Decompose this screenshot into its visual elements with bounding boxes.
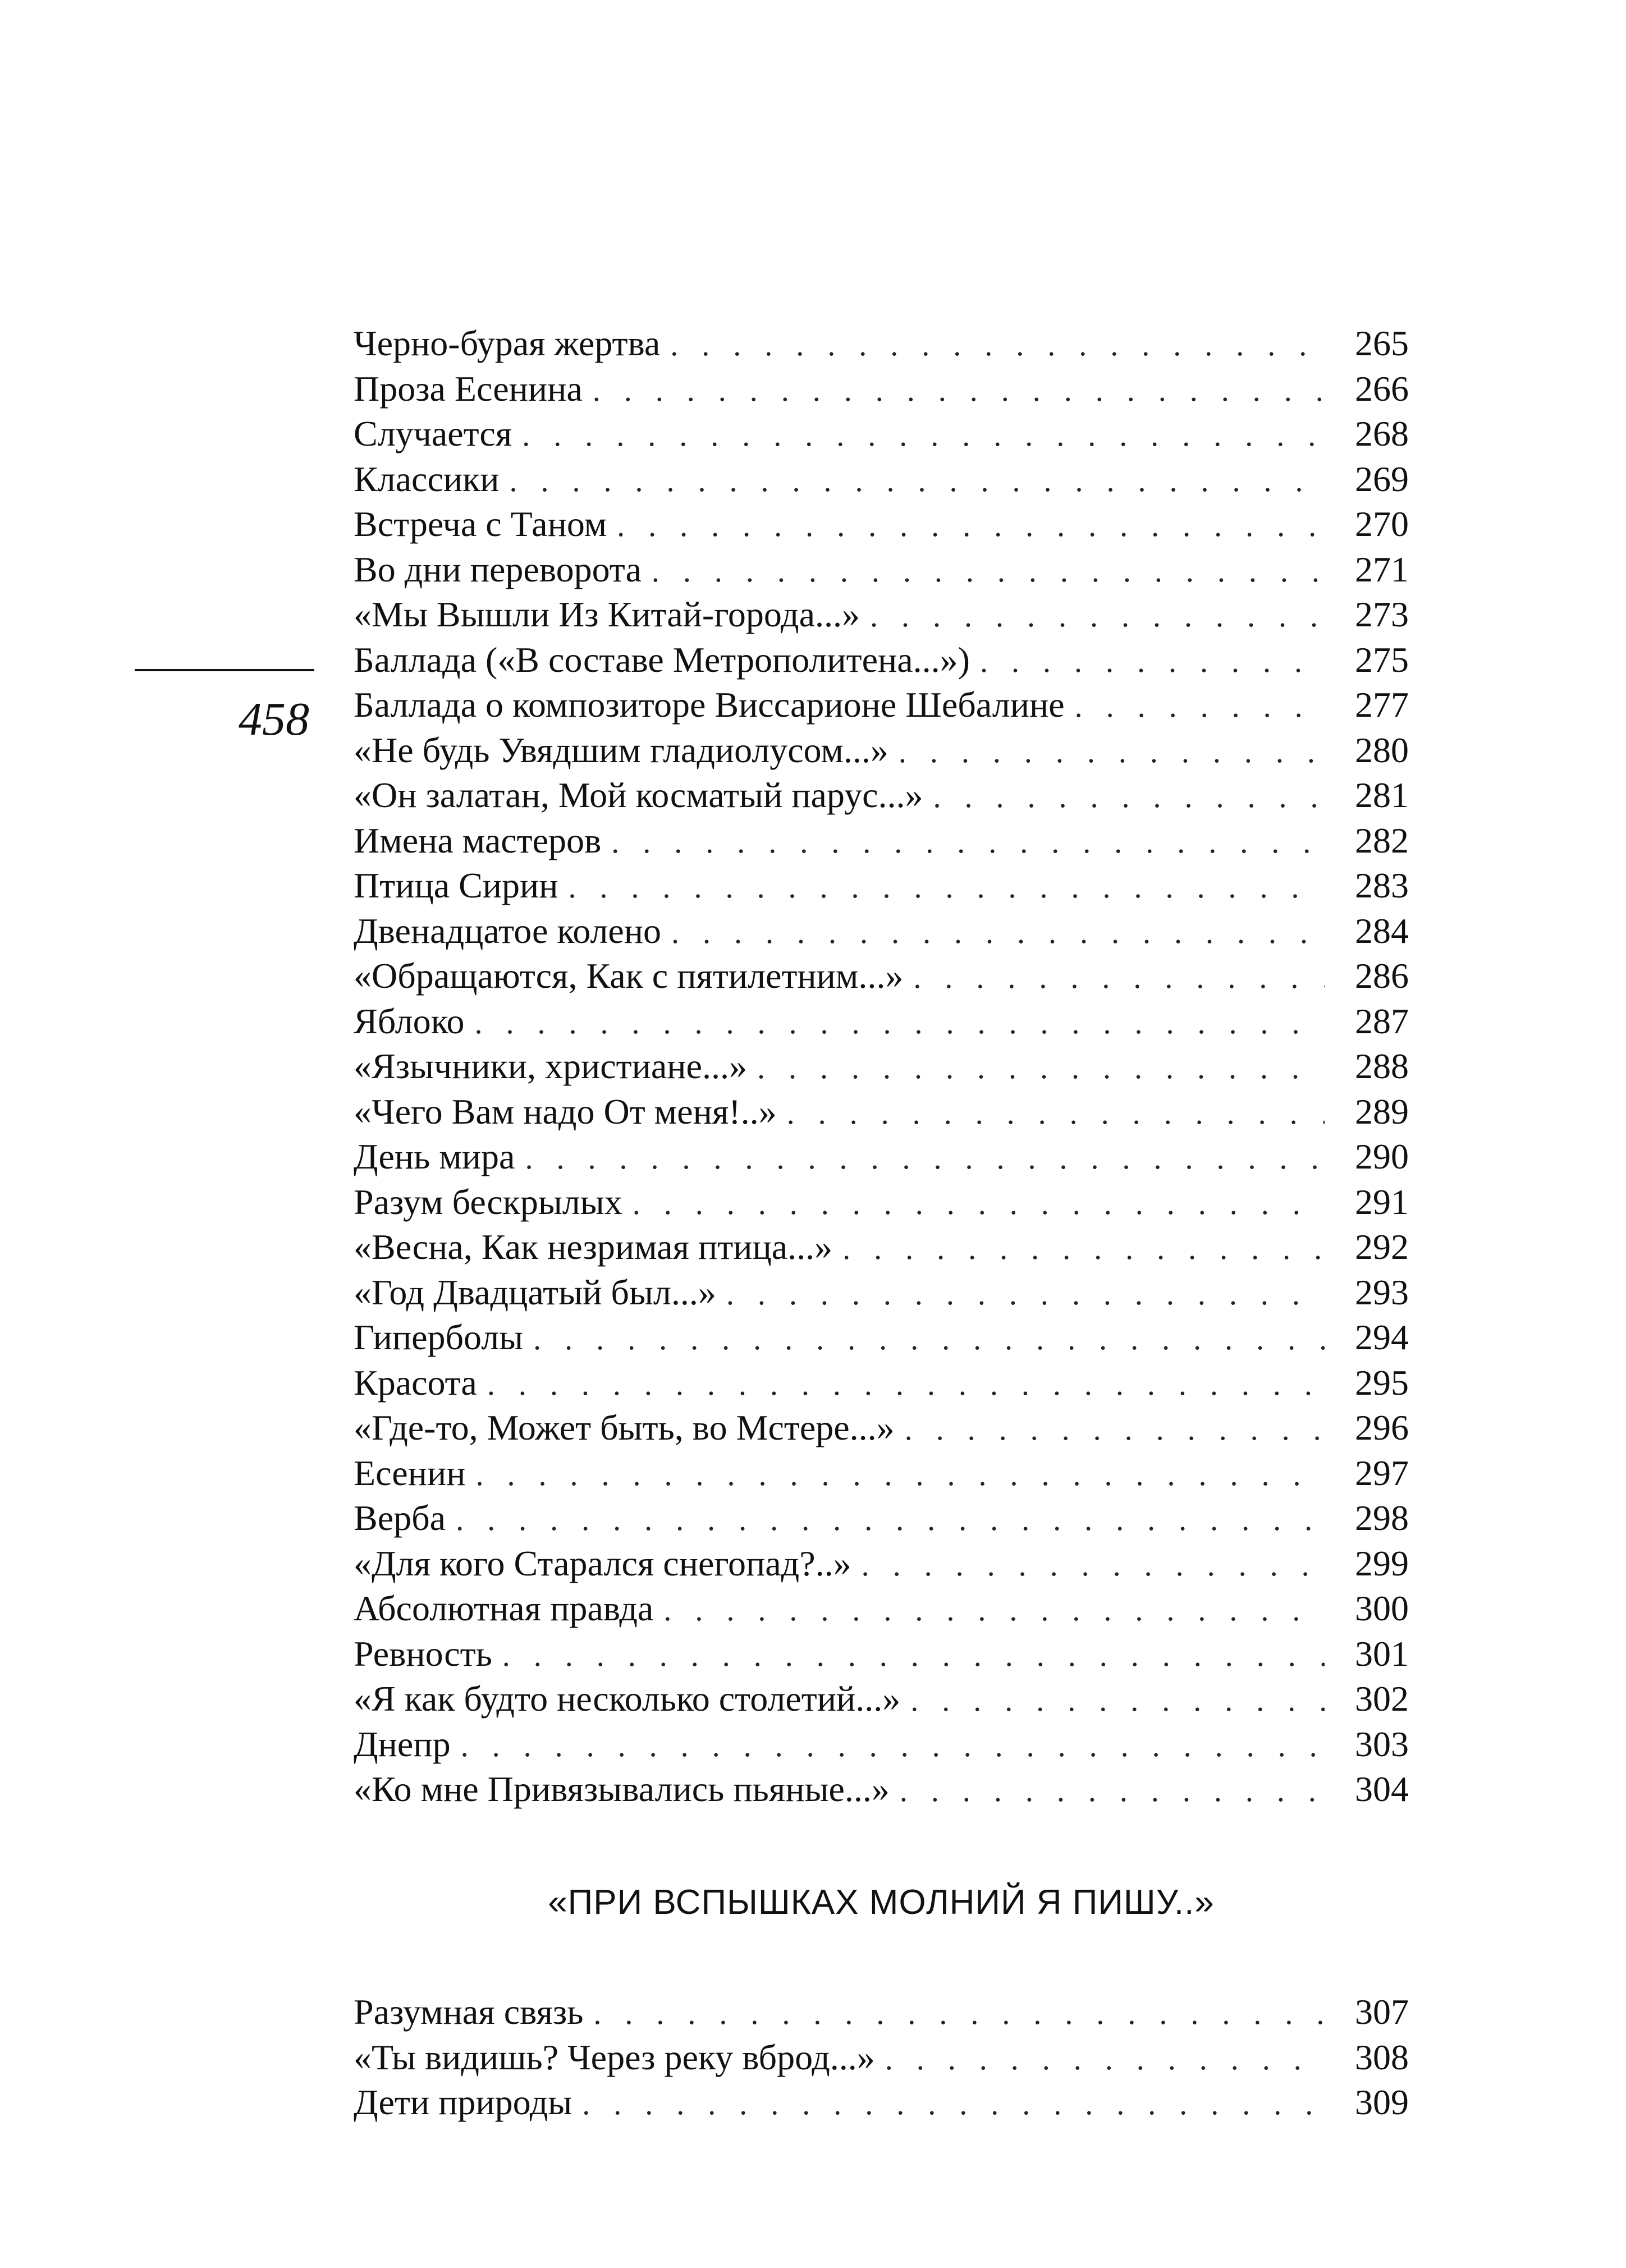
toc-entry-page: 309	[1355, 2082, 1409, 2122]
dot-leader	[726, 1272, 1325, 1317]
dot-leader	[633, 1181, 1325, 1227]
dot-leader	[593, 1991, 1325, 2037]
toc-entry	[354, 321, 1409, 366]
dot-leader	[905, 1407, 1325, 1453]
dot-leader	[670, 323, 1325, 368]
toc-entry-page: 268	[1355, 414, 1409, 453]
toc-entry	[354, 818, 1409, 864]
toc-entry-page: 291	[1355, 1181, 1409, 1222]
toc-entry-page: 301	[1355, 1633, 1409, 1674]
toc-entry-page: 290	[1355, 1137, 1409, 1176]
toc-entry	[354, 682, 1409, 728]
toc-entry	[354, 1180, 1409, 1225]
dot-leader	[980, 639, 1325, 685]
toc-entry-title: «Обращаются, Как с пятилетним...»	[354, 956, 904, 996]
dot-leader	[456, 1497, 1325, 1543]
toc-entry-title: Верба	[354, 1498, 446, 1538]
toc-entry	[354, 411, 1409, 457]
toc-entry	[354, 773, 1409, 818]
toc-entry	[354, 954, 1409, 999]
toc-entry-page: 275	[1355, 639, 1409, 680]
toc-entry-title: «Чего Вам надо От меня!..»	[354, 1091, 777, 1131]
toc-entry-title: Гиперболы	[354, 1317, 524, 1357]
dot-leader	[757, 1046, 1325, 1091]
toc-entry-title: «Мы Вышли Из Китай-города...»	[354, 594, 860, 634]
dot-leader	[593, 368, 1325, 414]
toc-entry-page: 282	[1355, 820, 1409, 860]
toc-entry-title: Классики	[354, 459, 500, 499]
toc-entry	[354, 547, 1409, 593]
toc-entry-page: 286	[1355, 956, 1409, 996]
toc-entry	[354, 1405, 1409, 1451]
dot-leader	[525, 1136, 1325, 1181]
toc-entry-page: 269	[1355, 459, 1409, 499]
toc-entry	[354, 1632, 1409, 1677]
toc-entry-page: 307	[1355, 1992, 1409, 2032]
dot-leader	[652, 549, 1325, 594]
toc-entry	[354, 1044, 1409, 1089]
toc-entry-title: «Не будь Увядшим гладиолусом...»	[354, 730, 888, 770]
toc-entry	[354, 1315, 1409, 1360]
toc-entry-title: День мира	[354, 1137, 515, 1176]
toc-entry-title: «Для кого Старался снегопад?..»	[354, 1543, 851, 1583]
toc-entry	[354, 1134, 1409, 1180]
dot-leader	[1075, 684, 1325, 730]
dot-leader	[475, 1453, 1325, 1498]
toc-entry-title: Красота	[354, 1362, 477, 1403]
toc-entry	[354, 592, 1409, 638]
toc-entry-page: 281	[1355, 775, 1409, 815]
toc-entry	[354, 1541, 1409, 1587]
toc-entry-page: 300	[1355, 1588, 1409, 1628]
toc-entry	[354, 457, 1409, 502]
dot-leader	[533, 1317, 1325, 1362]
toc-entry-page: 293	[1355, 1272, 1409, 1312]
toc-entry	[354, 1451, 1409, 1496]
toc-entry	[354, 2080, 1409, 2125]
dot-leader	[899, 730, 1325, 775]
dot-leader	[461, 1724, 1325, 1769]
toc-entry-page: 292	[1355, 1227, 1409, 1267]
dot-leader	[787, 1091, 1325, 1137]
toc-entry	[354, 1722, 1409, 1767]
toc-entry-title: Яблоко	[354, 1001, 465, 1041]
page-number: 458	[239, 693, 309, 745]
toc-entry-page: 280	[1355, 730, 1409, 770]
toc-entry-title: Проза Есенина	[354, 368, 583, 409]
dot-leader	[617, 503, 1325, 549]
dot-leader	[913, 955, 1325, 1001]
toc-entry-page: 265	[1355, 323, 1409, 363]
toc-entry	[354, 1990, 1409, 2035]
toc-entry-page: 289	[1355, 1091, 1409, 1131]
toc-entry-title: Птица Сирин	[354, 865, 558, 905]
toc-entry-title: «Он залатан, Мой косматый парус...»	[354, 775, 923, 815]
toc-entry-page: 296	[1355, 1408, 1409, 1447]
toc-entry	[354, 638, 1409, 683]
toc-entry-title: Разумная связь	[354, 1992, 584, 2032]
dot-leader	[870, 594, 1325, 639]
toc-entry-page: 271	[1355, 549, 1409, 589]
toc-entry-title: Имена мастеров	[354, 820, 602, 860]
toc-entry	[354, 1089, 1409, 1135]
toc-entry-title: Черно-бурая жертва	[354, 323, 661, 363]
toc-entry	[354, 1767, 1409, 1812]
toc-entry	[354, 1360, 1409, 1406]
toc-entry-page: 303	[1355, 1724, 1409, 1764]
toc-entry-title: Случается	[354, 414, 512, 453]
toc-entry	[354, 1225, 1409, 1270]
toc-entry-page: 299	[1355, 1543, 1409, 1583]
dot-leader	[509, 459, 1325, 504]
toc-entry-page: 283	[1355, 865, 1409, 905]
toc-entry-page: 294	[1355, 1317, 1409, 1357]
dot-leader	[611, 820, 1325, 865]
toc-entry-page: 277	[1355, 685, 1409, 725]
dot-leader	[663, 1588, 1325, 1633]
margin-rule	[135, 669, 314, 671]
toc-entry	[354, 1270, 1409, 1316]
toc-entry-page: 302	[1355, 1679, 1409, 1719]
toc-entry	[354, 366, 1409, 412]
toc-entry-title: Днепр	[354, 1724, 451, 1764]
toc-entry	[354, 1496, 1409, 1541]
toc-entry	[354, 909, 1409, 954]
dot-leader	[933, 775, 1325, 820]
toc-entry-title: «Ко мне Привязывались пьяные...»	[354, 1769, 890, 1809]
section-heading: «ПРИ ВСПЫШКАХ МОЛНИЙ Я ПИШУ..»	[548, 1883, 1215, 1922]
toc-entry-page: 298	[1355, 1498, 1409, 1538]
dot-leader	[569, 865, 1325, 910]
dot-leader	[487, 1362, 1325, 1408]
toc-entry-page: 288	[1355, 1046, 1409, 1086]
toc-entry	[354, 1676, 1409, 1722]
toc-entry-page: 273	[1355, 594, 1409, 634]
toc-entry-page: 297	[1355, 1453, 1409, 1493]
toc-entry	[354, 1586, 1409, 1632]
toc-entry-title: «Язычники, христиане...»	[354, 1046, 747, 1086]
toc-entry-page: 304	[1355, 1769, 1409, 1809]
toc-entry	[354, 999, 1409, 1044]
toc-entry-title: Баллада о композиторе Виссарионе Шебалине	[354, 685, 1065, 725]
toc-entry-title: «Я как будто несколько столетий...»	[354, 1679, 901, 1719]
toc-entry-title: Есенин	[354, 1453, 466, 1493]
toc-entry-title: Разум бескрылых	[354, 1181, 622, 1222]
dot-leader	[582, 2082, 1325, 2127]
toc-entry	[354, 2035, 1409, 2081]
toc-entry-page: 287	[1355, 1001, 1409, 1041]
toc-entry-page: 295	[1355, 1362, 1409, 1403]
dot-leader	[862, 1543, 1325, 1588]
toc-entry-page: 266	[1355, 368, 1409, 409]
toc-entry-title: Дети природы	[354, 2082, 572, 2122]
toc-entry-title: Баллада («В составе Метрополитена...»)	[354, 639, 970, 680]
toc-entry-title: Во дни переворота	[354, 549, 642, 589]
toc-entry	[354, 863, 1409, 909]
dot-leader	[522, 413, 1325, 459]
toc-entry-page: 308	[1355, 2037, 1409, 2077]
toc-entry-title: «Год Двадцатый был...»	[354, 1272, 716, 1312]
toc-entry-title: Двенадцатое колено	[354, 910, 662, 951]
toc-list	[354, 1990, 1409, 2125]
toc-list	[354, 321, 1409, 1812]
toc-entry-title: Встреча с Таном	[354, 504, 607, 544]
dot-leader	[502, 1633, 1325, 1679]
dot-leader	[474, 1001, 1325, 1046]
toc-entry-title: Абсолютная правда	[354, 1588, 654, 1628]
dot-leader	[842, 1226, 1325, 1272]
toc-entry-page: 270	[1355, 504, 1409, 544]
toc-entry	[354, 502, 1409, 547]
toc-entry-title: «Весна, Как незримая птица...»	[354, 1227, 833, 1267]
toc-entry-page: 284	[1355, 910, 1409, 951]
toc-entry	[354, 728, 1409, 773]
dot-leader	[900, 1768, 1325, 1814]
dot-leader	[885, 2037, 1325, 2082]
toc-entry-title: Ревность	[354, 1633, 492, 1674]
dot-leader	[910, 1678, 1325, 1724]
toc-entry-title: «Где-то, Может быть, во Мстере...»	[354, 1408, 895, 1447]
dot-leader	[671, 910, 1325, 956]
toc-entry-title: «Ты видишь? Через реку вброд...»	[354, 2037, 875, 2077]
